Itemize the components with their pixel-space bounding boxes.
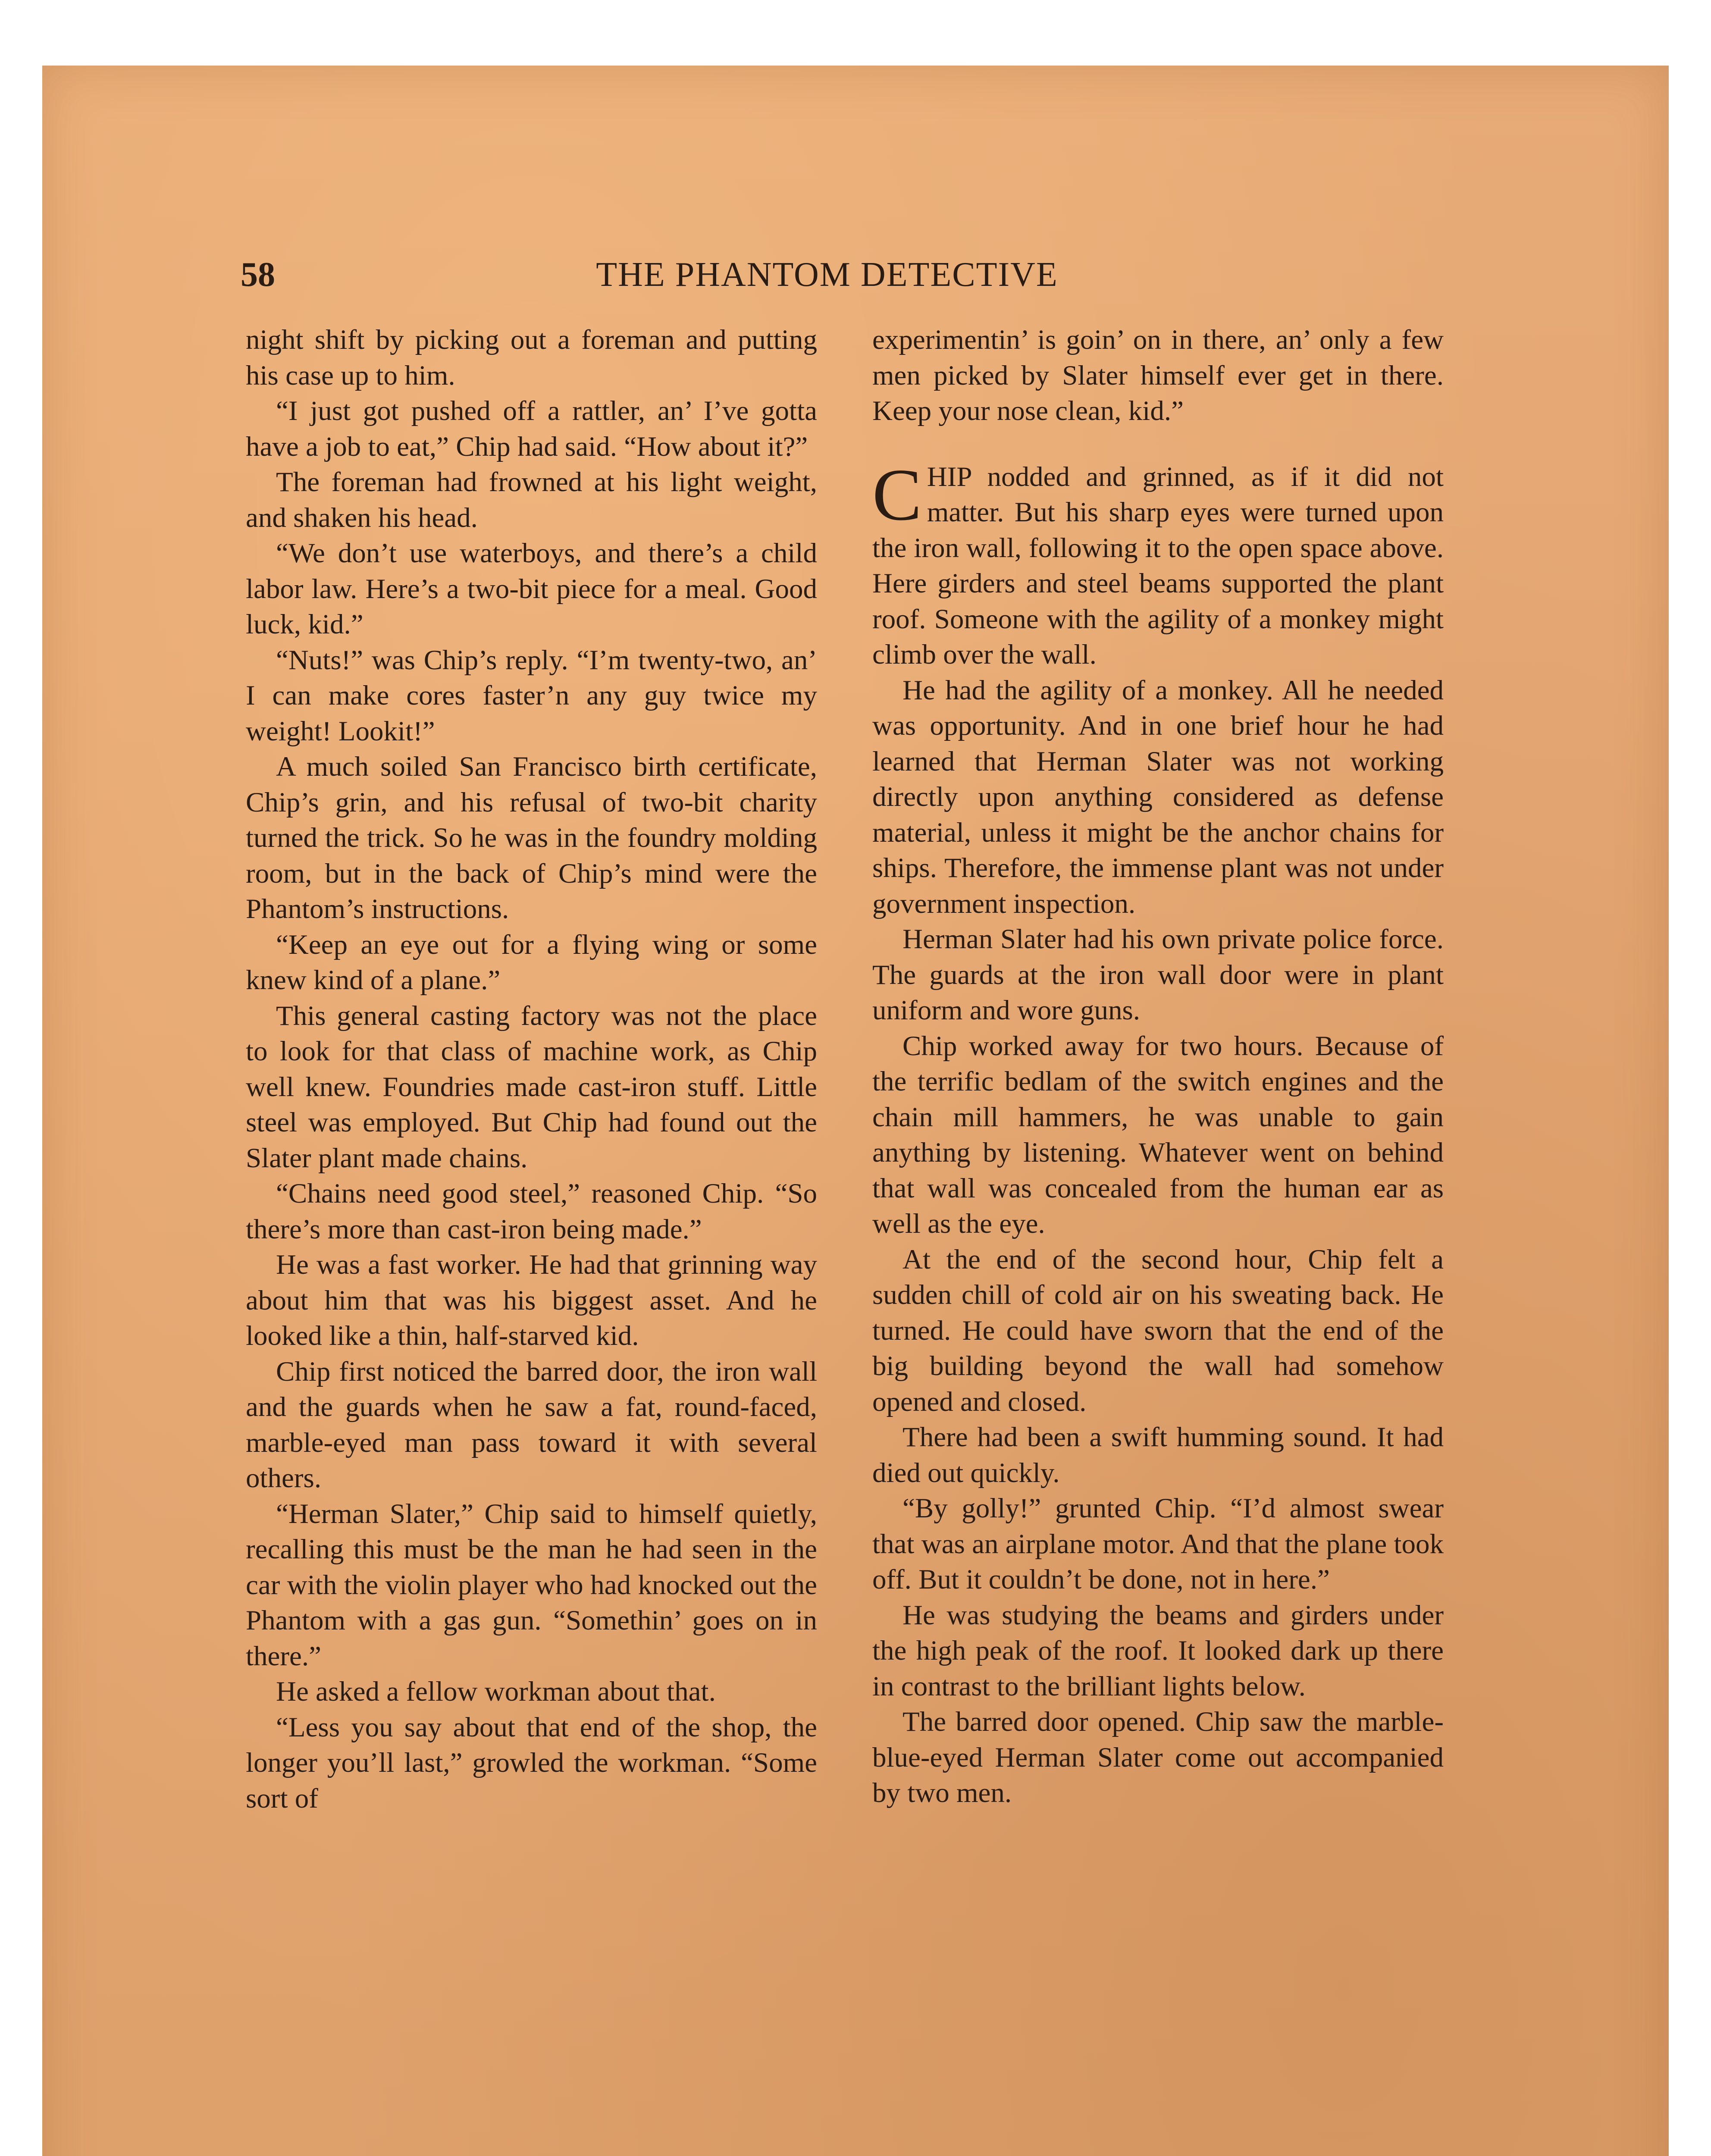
page-header xyxy=(241,251,1413,298)
paragraph: There had been a swift humming sound. It had died out quickly. xyxy=(872,1422,1444,1489)
paragraph: “By golly!” grunted Chip. “I’d almost swear that was an airplane motor. And that the plane took off. But it couldn’t be done, not in here.” xyxy=(872,1493,1444,1595)
paragraph: He was a fast worker. He had that grinning way about him that was his biggest asset. And he looked like a thin, half-starved kid. xyxy=(246,1249,817,1351)
paragraph: “Nuts!” was Chip’s reply. “I’m twenty-two, an’ I can make cores faster’n any guy twice my weight! Lookit!” xyxy=(246,644,817,747)
paragraph: experimentin’ is goin’ on in there, an’ only a few men picked by Slater himself ever get in there. Keep your nose clean, kid.” xyxy=(872,324,1444,426)
right-text-column xyxy=(872,322,1444,1811)
paragraph: “Less you say about that end of the shop, the longer you’ll last,” growled the workman. “Some sort of xyxy=(246,1711,817,1814)
drop-cap-letter: C xyxy=(872,454,922,536)
paragraph: Chip first noticed the barred door, the iron wall and the guards when he saw a fat, round-faced, marble-eyed man pass toward it with several others. xyxy=(246,1356,817,1494)
paragraph: Herman Slater had his own private police force. The guards at the iron wall door were in plant uniform and wore guns. xyxy=(872,924,1444,1026)
paragraph: “We don’t use waterboys, and there’s a child labor law. Here’s a two-bit piece for a meal. Good luck, kid.” xyxy=(246,538,817,640)
page-number: 58 xyxy=(241,256,275,294)
paragraph: At the end of the second hour, Chip felt a sudden chill of cold air on his sweating back. He turned. He could have sworn that the end of the big building beyond the wall had somehow opened and closed. xyxy=(872,1244,1444,1417)
paragraph: The barred door opened. Chip saw the marble-blue-eyed Herman Slater come out accompanied by two men. xyxy=(872,1706,1444,1808)
paragraph: He was studying the beams and girders under the high peak of the roof. It looked dark up there in contrast to the brilliant lights below. xyxy=(872,1599,1444,1702)
magazine-page xyxy=(42,66,1669,2156)
paragraph: He asked a fellow workman about that. xyxy=(276,1676,716,1707)
paragraph: “Chains need good steel,” reasoned Chip. “So there’s more than cast-iron being made.” xyxy=(246,1178,817,1245)
page-title: THE PHANTOM DETECTIVE xyxy=(596,256,1058,294)
paragraph: A much soiled San Francisco birth certificate, Chip’s grin, and his refusal of two-bit charity turned the trick. So he was in the foundry molding room, but in the back of Chip’s mind were the Phantom’s instructions. xyxy=(246,751,817,924)
paragraph: He had the agility of a monkey. All he needed was opportunity. And in one brief hour he had learned that Herman Slater was not working directly upon anything considered as defense material, unless it might be the anchor chains for ships. Therefore, the immense plant was not under government inspection. xyxy=(872,674,1444,919)
drop-cap-paragraph-text: HIP nodded and grinned, as if it did not matter. But his sharp eyes were turned upon the iron wall, following it to the open space above. Here girders and steel beams supported the plant roof. Someone with the agility of a monkey might climb over the wall. xyxy=(872,461,1444,670)
paragraph: This general casting factory was not the place to look for that class of machine work, as Chip well knew. Foundries made cast-iron stuff. Little steel was employed. But Chip had found out the Slater plant made chains. xyxy=(246,1000,817,1174)
paragraph: Chip worked away for two hours. Because of the terrific bedlam of the switch engines and the chain mill hammers, he was unable to gain anything by listening. Whatever went on behind that wall was concealed from the human ear as well as the eye. xyxy=(872,1030,1444,1239)
paragraph: “I just got pushed off a rattler, an’ I’ve gotta have a job to eat,” Chip had said. “How about it?” xyxy=(246,395,817,462)
drop-cap-paragraph xyxy=(872,454,1444,673)
paragraph: night shift by picking out a foreman and putting his case up to him. xyxy=(246,324,817,391)
left-text-column xyxy=(246,322,817,1816)
paragraph: “Herman Slater,” Chip said to himself quietly, recalling this must be the man he had seen in the car with the violin player who had knocked out the Phantom with a gas gun. “Somethin’ goes on in there.” xyxy=(246,1498,817,1672)
paragraph: The foreman had frowned at his light weight, and shaken his head. xyxy=(246,467,817,533)
paragraph: “Keep an eye out for a flying wing or some knew kind of a plane.” xyxy=(246,929,817,996)
